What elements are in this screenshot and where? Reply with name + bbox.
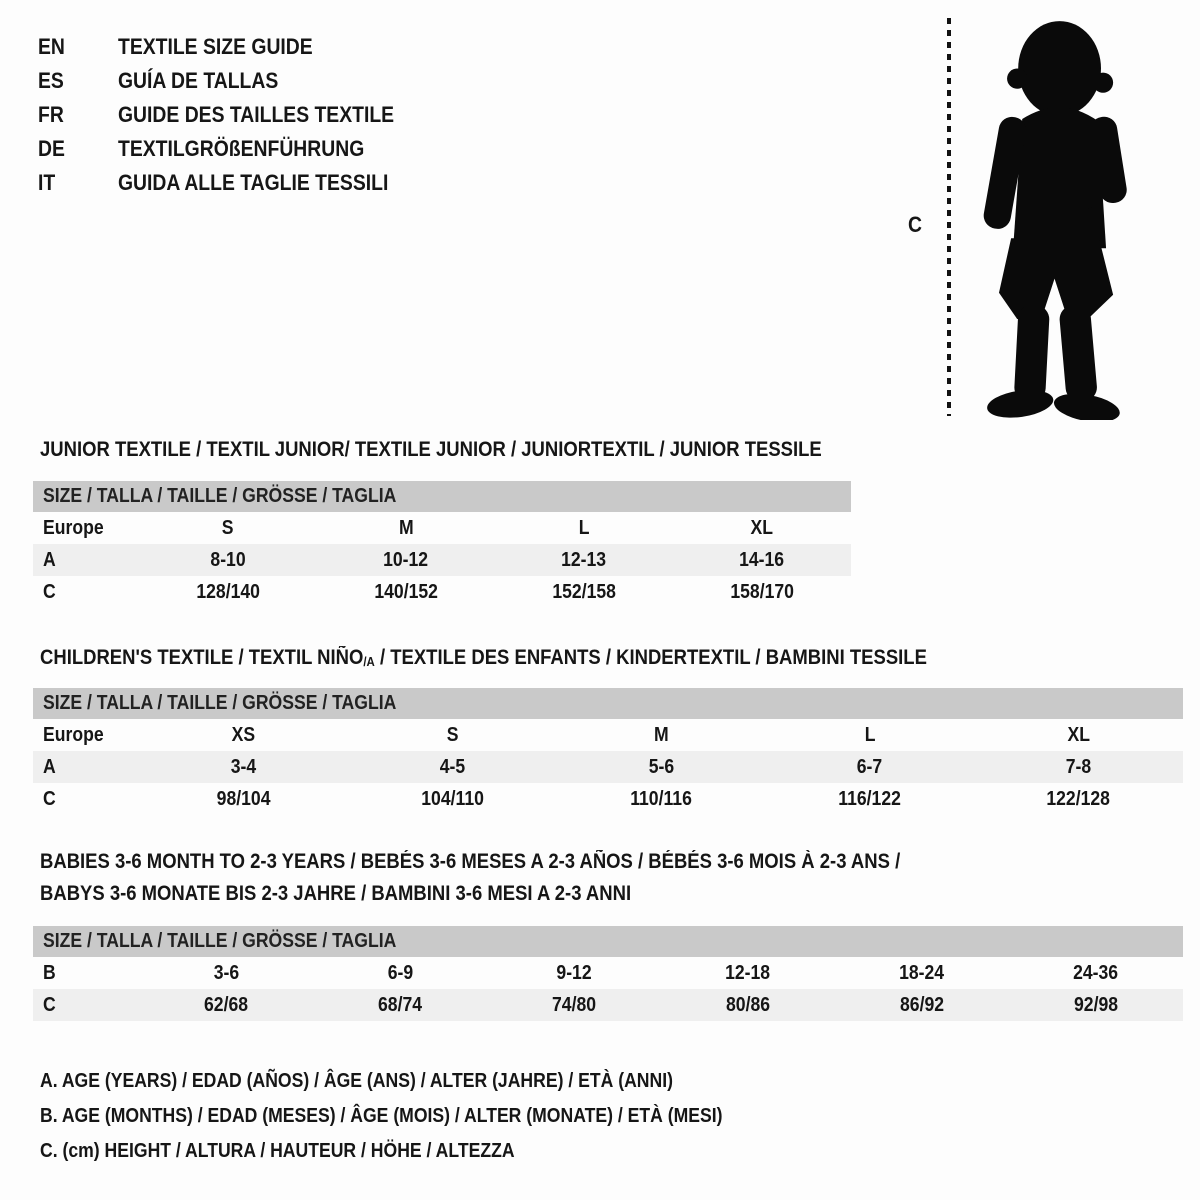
- legend: [40, 1064, 816, 1169]
- junior-height-row: C 128/140 140/152 152/158 158/170: [43, 580, 794, 603]
- children-size-table: [33, 688, 1183, 815]
- guide-title-de: TEXTILGRÖßENFÜHRUNG: [118, 136, 365, 161]
- junior-columns-row: Europe S M L XL: [43, 516, 774, 539]
- children-columns-row: Europe XS S M L XL: [43, 723, 1090, 746]
- babies-section-title: [40, 846, 1018, 910]
- children-size-header-bar: [33, 688, 1183, 719]
- size-header-label: SIZE / TALLA / TAILLE / GRÖSSE / TAGLIA: [43, 930, 397, 952]
- language-row-it: [38, 166, 432, 200]
- language-row-de: [38, 132, 432, 166]
- language-row-fr: [38, 98, 432, 132]
- guide-title-fr: GUIDE DES TAILLES TEXTILE: [118, 102, 395, 127]
- language-code: ES: [38, 68, 64, 93]
- babies-size-table: [33, 926, 1183, 1021]
- legend-age-years: A. AGE (YEARS) / EDAD (AÑOS) / ÂGE (ANS) / ALTER (JAHRE) / ETÀ (ANNI): [40, 1070, 673, 1092]
- language-row-en: [38, 30, 432, 64]
- junior-section-title: JUNIOR TEXTILE / TEXTIL JUNIOR/ TEXTILE JUNIOR / JUNIORTEXTIL / JUNIOR TESSILE: [40, 438, 822, 461]
- nino-a-subscript: /A: [363, 654, 375, 670]
- junior-size-table: [33, 481, 851, 608]
- legend-height-cm: C. (cm) HEIGHT / ALTURA / HAUTEUR / HÖHE / ALTEZZA: [40, 1140, 515, 1162]
- junior-size-header-bar: [33, 481, 851, 512]
- guide-title-it: GUIDA ALLE TAGLIE TESSILI: [118, 170, 389, 195]
- height-dashed-line: [947, 18, 951, 416]
- guide-title-en: TEXTILE SIZE GUIDE: [118, 34, 313, 59]
- babies-months-row: B 3-6 6-9 9-12 12-18 18-24 24-36: [43, 961, 1119, 984]
- children-section-title: CHILDREN'S TEXTILE / TEXTIL NIÑO/A / TEXTILE DES ENFANTS / KINDERTEXTIL / BAMBINI TESSILE: [40, 646, 927, 670]
- children-height-row: C 98/104 104/110 110/116 116/122 122/128: [43, 787, 1111, 810]
- language-row-es: [38, 64, 432, 98]
- babies-height-row: C 62/68 68/74 74/80 80/86 86/92 92/98: [33, 989, 1183, 1021]
- language-code: EN: [38, 34, 65, 59]
- babies-size-header-bar: [33, 926, 1183, 957]
- babies-title-line1: BABIES 3-6 MONTH TO 2-3 YEARS / BEBÉS 3-6 MESES A 2-3 AÑOS / BÉBÉS 3-6 MOIS À 2-3 ANS /: [40, 850, 901, 873]
- language-code: DE: [38, 136, 65, 161]
- babies-title-line2: BABYS 3-6 MONATE BIS 2-3 JAHRE / BAMBINI 3-6 MESI A 2-3 ANNI: [40, 882, 632, 905]
- legend-age-months: B. AGE (MONTHS) / EDAD (MESES) / ÂGE (MOIS) / ALTER (MONATE) / ETÀ (MESI): [40, 1105, 723, 1127]
- language-code: FR: [38, 102, 64, 127]
- guide-title-es: GUÍA DE TALLAS: [118, 68, 279, 93]
- language-title-list: [38, 30, 432, 200]
- language-code: IT: [38, 170, 56, 195]
- toddler-silhouette-icon: [963, 14, 1138, 420]
- children-age-row: A 3-4 4-5 5-6 6-7 7-8: [33, 751, 1183, 783]
- junior-age-row: A 8-10 10-12 12-13 14-16: [33, 544, 851, 576]
- height-measure-label: C: [908, 212, 922, 237]
- size-header-label: SIZE / TALLA / TAILLE / GRÖSSE / TAGLIA: [43, 692, 397, 714]
- size-header-label: SIZE / TALLA / TAILLE / GRÖSSE / TAGLIA: [43, 485, 397, 507]
